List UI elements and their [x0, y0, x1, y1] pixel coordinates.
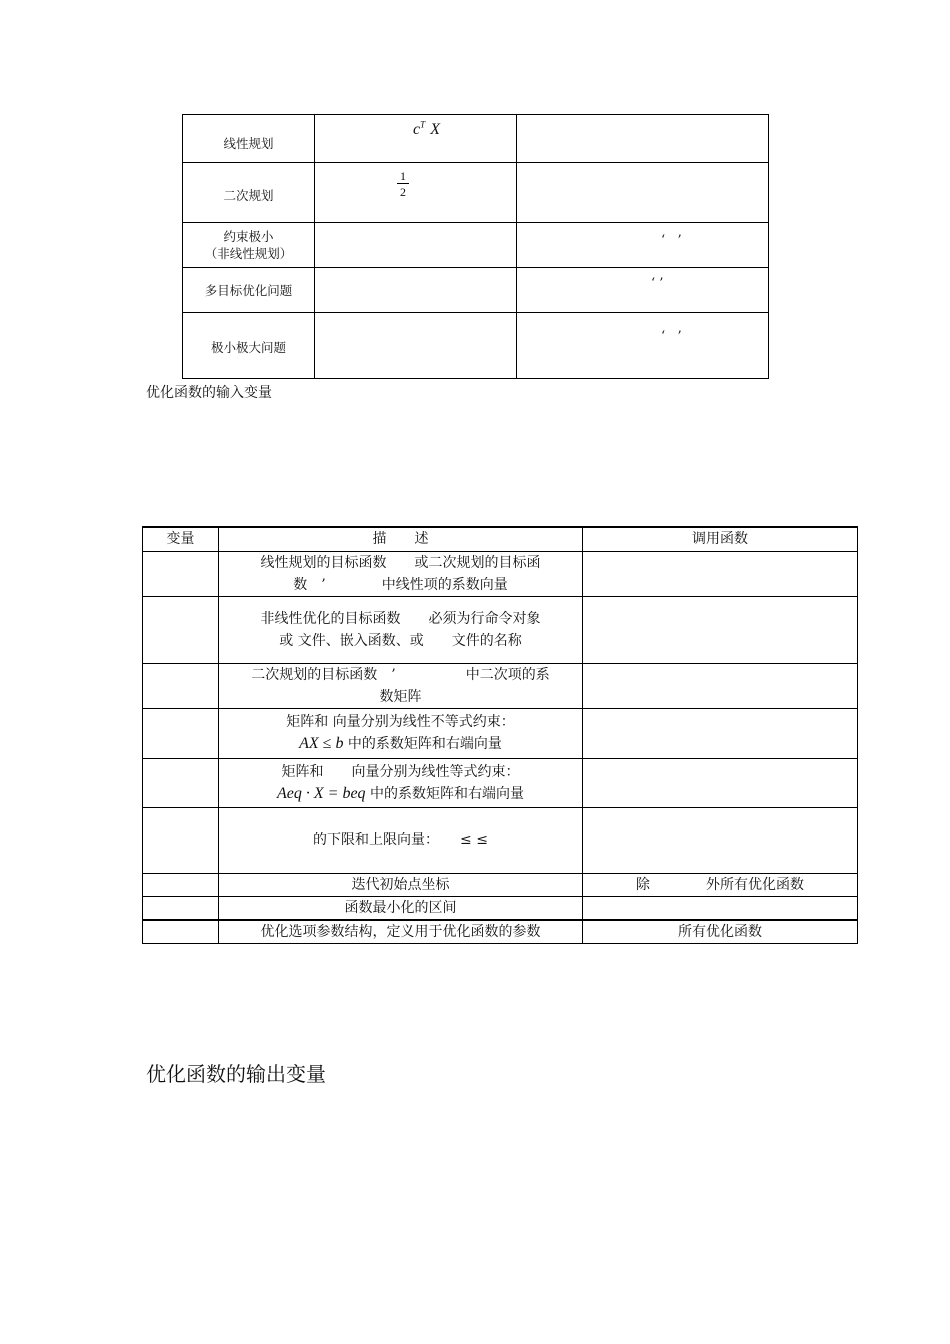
variable-cell — [143, 708, 219, 758]
description-line: 矩阵和 向量分别为线性不等式约束： — [286, 714, 515, 730]
description-line: 矩阵和 向量分别为线性等式约束： — [281, 763, 520, 780]
table-row — [143, 708, 858, 758]
function-cell — [583, 551, 858, 596]
inequality-formula: AX ≤ b — [299, 735, 344, 752]
description-cell — [219, 758, 583, 807]
function-cell — [583, 596, 858, 663]
variable-cell — [143, 807, 219, 873]
description-suffix: 中的系数矩阵和右端向量 — [370, 785, 524, 802]
description-cell — [219, 708, 583, 758]
description-cell: 优化选项参数结构，定义用于优化函数的参数 — [219, 920, 583, 944]
cell-text: 线性规划 — [223, 136, 274, 151]
formula-base: c — [413, 121, 421, 138]
table-row — [183, 163, 769, 223]
type-label — [183, 163, 315, 223]
notes-cell — [517, 313, 769, 379]
optimization-types-table — [182, 114, 769, 379]
description-line: 或 文件、嵌入函数、或 文件的名称 — [279, 632, 522, 649]
description-line: 线性规划的目标函数 或二次规划的目标函 — [260, 554, 541, 571]
table-row — [143, 596, 858, 663]
formula-cell — [315, 115, 517, 163]
output-variables-caption: 优化函数的输出变量 — [146, 1062, 326, 1086]
quote-marks: ‘ ’ — [661, 233, 682, 248]
header-function: 调用函数 — [583, 527, 858, 551]
function-cell — [583, 807, 858, 873]
cell-text: 二次规划 — [223, 188, 274, 203]
variable-cell — [143, 896, 219, 920]
function-cell — [583, 758, 858, 807]
table-row — [183, 313, 769, 379]
formula-cell — [315, 163, 517, 223]
table-row — [183, 223, 769, 268]
equality-formula: Aeq · X = beq — [277, 784, 366, 802]
cell-text-line1: 约束极小 — [223, 229, 274, 244]
function-cell: 除 外所有优化函数 — [583, 873, 858, 896]
variable-cell — [143, 920, 219, 944]
header-description: 描 述 — [219, 527, 583, 551]
table-row — [183, 115, 769, 163]
input-variables-table — [142, 526, 858, 944]
description-cell: 函数最小化的区间 — [219, 896, 583, 920]
description-cell: 迭代初始点坐标 — [219, 873, 583, 896]
formula-var: X — [430, 121, 440, 138]
function-cell — [583, 663, 858, 708]
fraction-denominator: 2 — [400, 185, 406, 199]
description-line: 非线性优化的目标函数 必须为行命令对象 — [260, 610, 541, 627]
description-line — [219, 733, 582, 755]
type-label — [183, 268, 315, 313]
table-row — [143, 807, 858, 873]
description-line: 数 ’ 中线性项的系数向量 — [293, 576, 508, 593]
table-row — [143, 551, 858, 596]
variable-cell — [143, 873, 219, 896]
variable-cell — [143, 663, 219, 708]
description-cell: 的下限和上限向量： ≤ ≤ — [219, 807, 583, 873]
description-cell — [219, 551, 583, 596]
notes-cell — [517, 163, 769, 223]
notes-cell — [517, 223, 769, 268]
description-line — [219, 783, 582, 805]
table-row — [143, 920, 858, 944]
description-cell — [219, 596, 583, 663]
type-label — [183, 115, 315, 163]
table-row — [143, 663, 858, 708]
description-suffix: 中的系数矩阵和右端向量 — [347, 736, 502, 752]
table-row — [183, 268, 769, 313]
function-cell — [583, 708, 858, 758]
function-cell — [583, 896, 858, 920]
type-label — [183, 313, 315, 379]
variable-cell — [143, 758, 219, 807]
fraction — [397, 169, 409, 200]
cell-text: 多目标优化问题 — [204, 282, 293, 298]
notes-cell — [517, 268, 769, 313]
table-row — [143, 758, 858, 807]
formula-cell — [315, 223, 517, 268]
fraction-numerator: 1 — [397, 169, 409, 184]
table-header-row — [143, 527, 858, 551]
input-variables-caption: 优化函数的输入变量 — [146, 385, 272, 401]
formula-sup: T — [420, 119, 426, 130]
cell-text: 极小极大问题 — [210, 340, 286, 355]
header-variable: 变量 — [143, 527, 219, 551]
description-cell — [219, 663, 583, 708]
cell-text-line2: （非线性规划） — [204, 246, 293, 261]
description-line: 二次规划的目标函数 ’ 中二次项的系 — [251, 666, 550, 683]
type-label — [183, 223, 315, 268]
variable-cell — [143, 596, 219, 663]
notes-cell — [517, 115, 769, 163]
description-line: 数矩阵 — [379, 688, 422, 705]
formula-cell — [315, 313, 517, 379]
quote-marks: ‘ ’ — [651, 276, 664, 291]
table-row — [143, 873, 858, 896]
variable-cell — [143, 551, 219, 596]
formula-ctx — [413, 119, 440, 139]
quote-marks: ‘ ’ — [661, 329, 682, 344]
table-row — [143, 896, 858, 920]
formula-cell — [315, 268, 517, 313]
function-cell: 所有优化函数 — [583, 920, 858, 944]
